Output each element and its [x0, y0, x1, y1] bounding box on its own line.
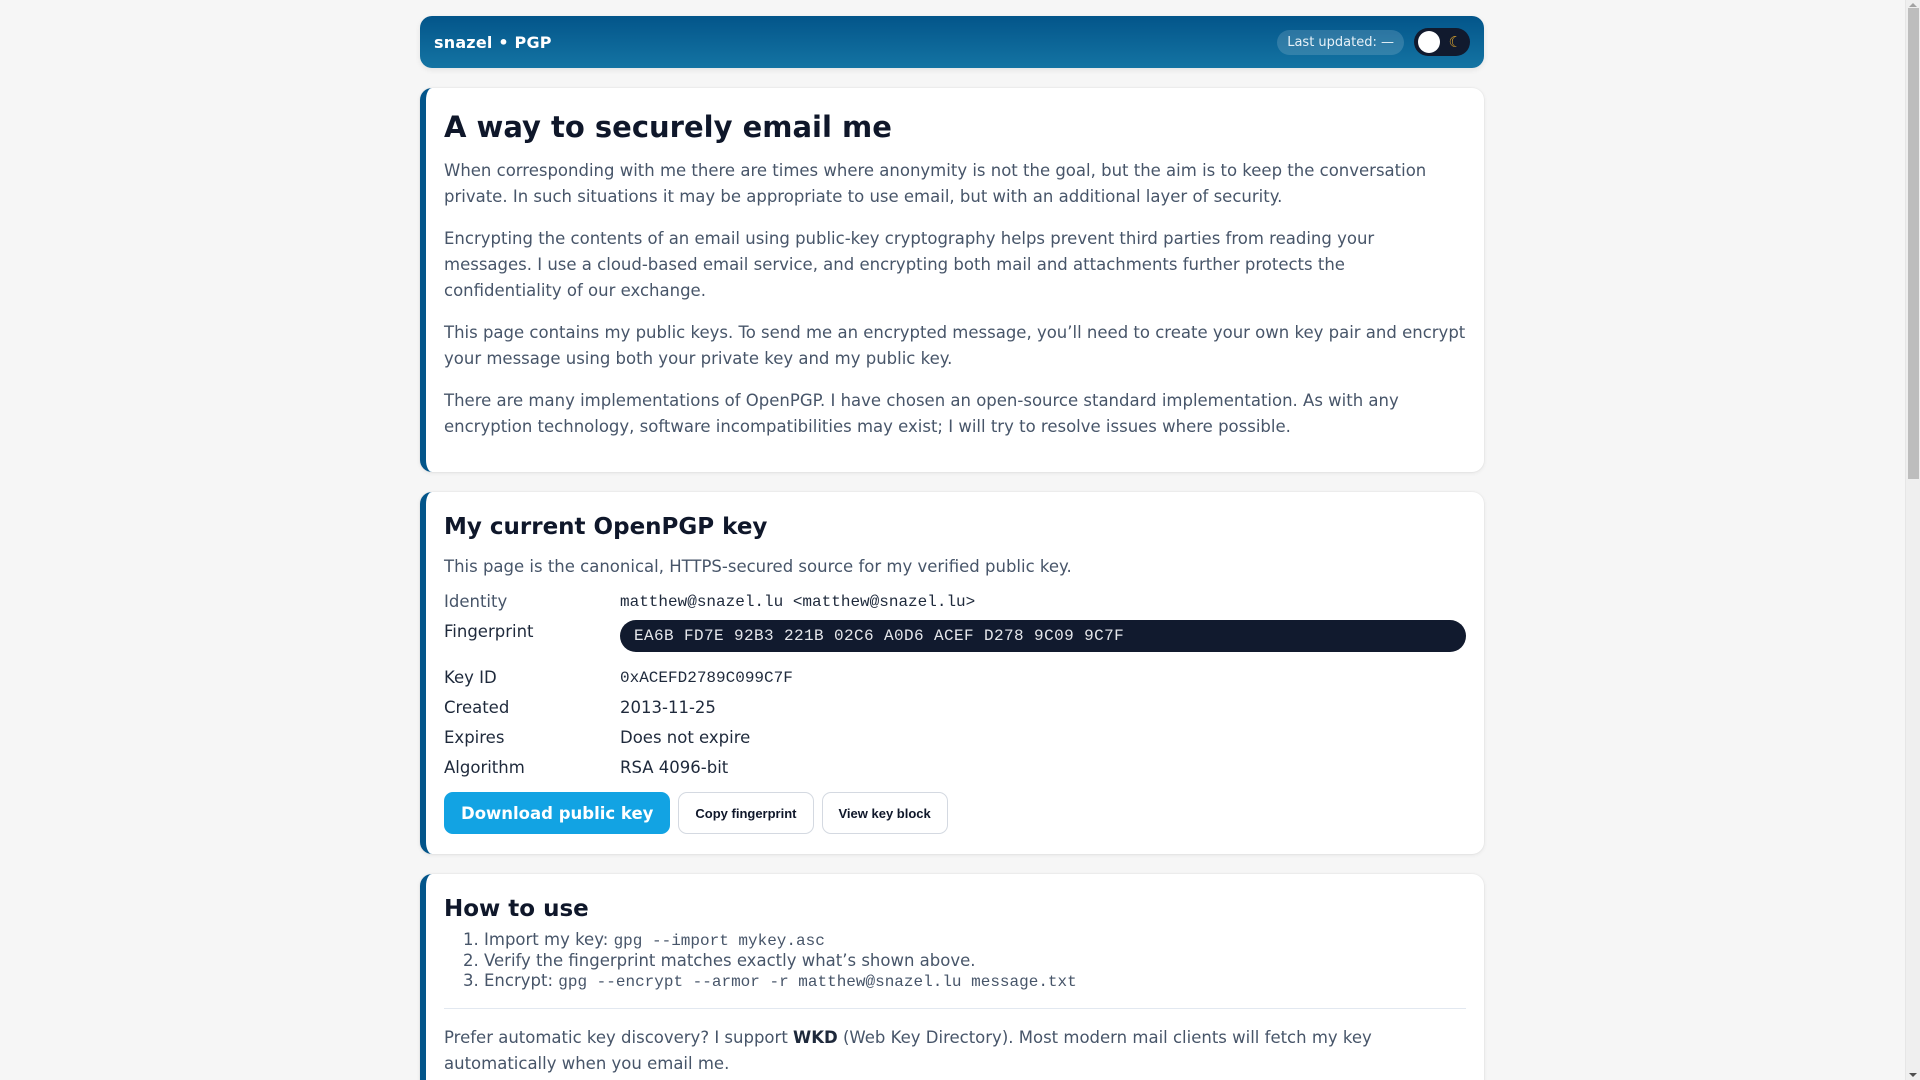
section-divider [444, 1008, 1466, 1009]
step-text: Encrypt: [484, 971, 559, 990]
page-title: A way to securely email me [444, 110, 892, 144]
algorithm-label: Algorithm [444, 758, 525, 777]
step-item [484, 930, 1466, 951]
page-container [420, 16, 1484, 1080]
fingerprint-label: Fingerprint [444, 622, 534, 641]
how-to-use-title: How to use [444, 896, 589, 922]
top-bar [420, 16, 1484, 68]
scroll-up-arrow-icon[interactable] [1909, 3, 1917, 7]
step-item [484, 971, 1466, 992]
view-key-block-button[interactable]: View key block [822, 792, 948, 834]
key-details [444, 590, 1466, 780]
key-subtitle: This page is the canonical, HTTPS-secured source for my verified public key. [444, 557, 1072, 576]
download-public-key-button[interactable]: Download public key [444, 792, 670, 834]
theme-toggle[interactable] [1414, 28, 1470, 56]
fingerprint-value: EA6B FD7E 92B3 221B 02C6 A0D6 ACEF D278 9C09 9C7F [620, 620, 1466, 652]
top-bar-right [1277, 28, 1470, 56]
steps-list [444, 930, 1466, 992]
wkd-text-before: Prefer automatic key discovery? I support [444, 1028, 794, 1047]
identity-value: matthew@snazel.lu <matthew@snazel.lu> [620, 593, 976, 611]
brand-title: snazel • PGP [434, 32, 552, 52]
wkd-text-after: (Web Key Directory). Most modern mail clients will fetch my key automatically when you email me. [444, 1028, 1372, 1073]
expires-value: Does not expire [620, 728, 751, 747]
wkd-paragraph [444, 1025, 1466, 1077]
moon-icon: ☾ [1448, 33, 1462, 51]
scroll-down-arrow-icon[interactable] [1909, 1073, 1917, 1077]
how-to-use-card [420, 874, 1484, 1080]
step-code: gpg --encrypt --armor -r matthew@snazel.lu message.txt [558, 973, 1077, 991]
step-text: Import my key: [484, 930, 614, 949]
wkd-strong: WKD [793, 1028, 838, 1047]
last-updated-badge: Last updated: — [1277, 30, 1404, 55]
step-code: gpg --import mykey.asc [613, 932, 825, 950]
expires-label: Expires [444, 728, 505, 747]
key-id-label: Key ID [444, 668, 497, 687]
created-label: Created [444, 698, 510, 717]
identity-label: Identity [444, 592, 508, 611]
key-section-title: My current OpenPGP key [444, 514, 768, 540]
scrollbar-thumb[interactable] [1908, 8, 1919, 479]
key-card [420, 492, 1484, 854]
step-item [484, 951, 1466, 971]
created-value: 2013-11-25 [620, 698, 716, 717]
intro-card [420, 88, 1484, 472]
vertical-scrollbar[interactable] [1905, 0, 1920, 1080]
intro-paragraph: There are many implementations of OpenPGP. I have chosen an open-source standard implementation. As with any encryption technology, software incompatibilities may exist; I will try to resolve issues where possible. [444, 391, 1399, 436]
toggle-knob [1418, 31, 1440, 53]
key-actions [444, 792, 1466, 834]
step-text: Verify the fingerprint matches exactly what’s shown above. [484, 951, 976, 970]
algorithm-value: RSA 4096-bit [620, 758, 729, 777]
intro-paragraph: This page contains my public keys. To send me an encrypted message, you’ll need to create your own key pair and encrypt your message using both your private key and my public key. [444, 323, 1466, 368]
copy-fingerprint-button[interactable]: Copy fingerprint [678, 792, 813, 834]
key-id-value: 0xACEFD2789C099C7F [620, 669, 793, 687]
intro-paragraph: Encrypting the contents of an email using public-key cryptography helps prevent third parties from reading your messages. I use a cloud-based email service, and encrypting both mail and attachments further protects the confidentiality of our exchange. [444, 229, 1375, 300]
intro-paragraph: When corresponding with me there are times where anonymity is not the goal, but the aim is to keep the conversation private. In such situations it may be appropriate to use email, but with an additional layer of security. [444, 161, 1427, 206]
